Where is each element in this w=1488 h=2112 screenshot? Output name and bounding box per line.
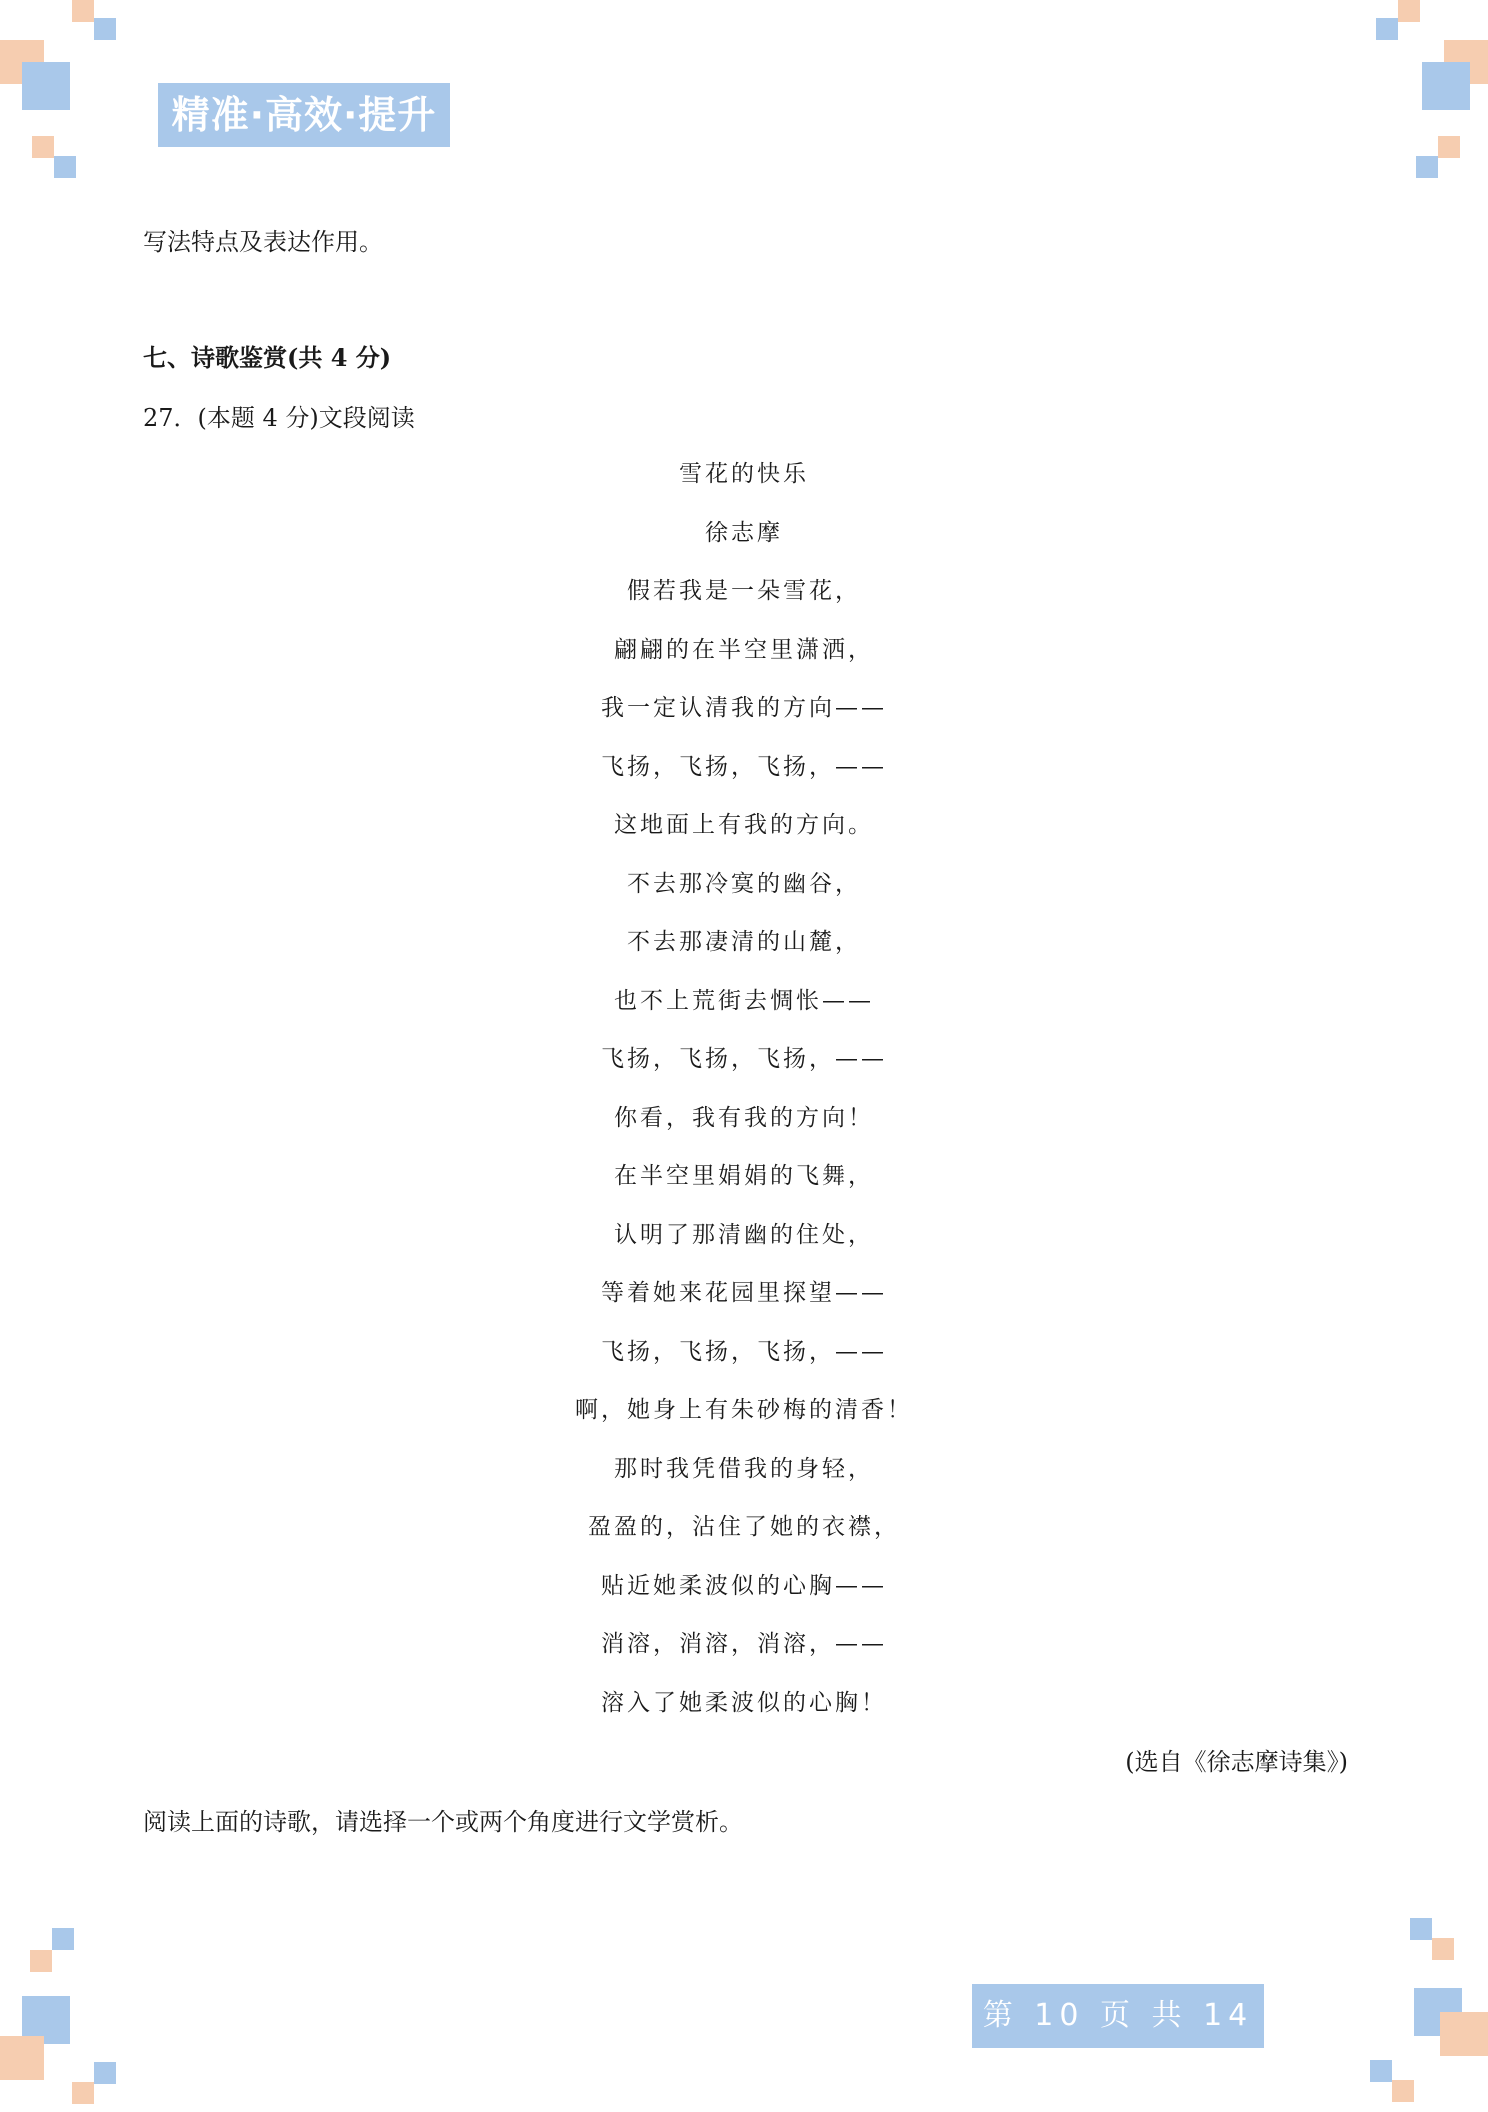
poem-line: 溶入了她柔波似的心胸！ [601, 1689, 887, 1716]
poem-line: 在半空里娟娟的飞舞， [614, 1163, 874, 1189]
poem-source: (选自《徐志摩诗集》) [1125, 1748, 1348, 1776]
continuation-text: 写法特点及表达作用。 [143, 228, 383, 256]
poem-line: 翩翩的在半空里潇洒， [614, 636, 874, 663]
poem-author: 徐志摩 [705, 519, 783, 546]
poem-line: 飞扬，飞扬，飞扬，—— [601, 753, 887, 780]
poem-line: 认明了那清幽的住处， [614, 1221, 874, 1248]
poem [0, 458, 1488, 1745]
brand-banner: 精准·高效·提升 [158, 83, 450, 147]
poem-line: 消溶，消溶，消溶，—— [601, 1631, 887, 1657]
poem-line: 贴近她柔波似的心胸—— [601, 1572, 887, 1599]
poem-line: 也不上荒街去惆怅—— [614, 987, 874, 1014]
poem-title: 雪花的快乐 [679, 461, 809, 487]
poem-line: 我一定认清我的方向—— [601, 695, 887, 721]
task-instruction: 阅读上面的诗歌，请选择一个或两个角度进行文学赏析。 [143, 1808, 743, 1836]
poem-line: 飞扬，飞扬，飞扬，—— [601, 1338, 887, 1365]
poem-line: 啊，她身上有朱砂梅的清香！ [575, 1397, 913, 1423]
page-number: 第 10 页 共 14 页 [972, 1984, 1264, 2048]
section-heading: 七、诗歌鉴赏(共 4 分) [143, 343, 392, 372]
question-label: 27．(本题 4 分)文段阅读 [143, 404, 415, 432]
poem-line: 你看，我有我的方向！ [614, 1104, 874, 1131]
poem-line: 飞扬，飞扬，飞扬，—— [601, 1046, 887, 1072]
poem-line: 等着她来花园里探望—— [601, 1280, 887, 1306]
poem-line: 盈盈的，沾住了她的衣襟， [588, 1514, 900, 1540]
poem-line: 不去那冷寞的幽谷， [627, 870, 861, 897]
poem-line: 那时我凭借我的身轻， [614, 1455, 874, 1482]
poem-line: 这地面上有我的方向。 [614, 812, 874, 838]
poem-line: 假若我是一朵雪花， [627, 578, 861, 604]
poem-line: 不去那凄清的山麓， [627, 929, 861, 955]
